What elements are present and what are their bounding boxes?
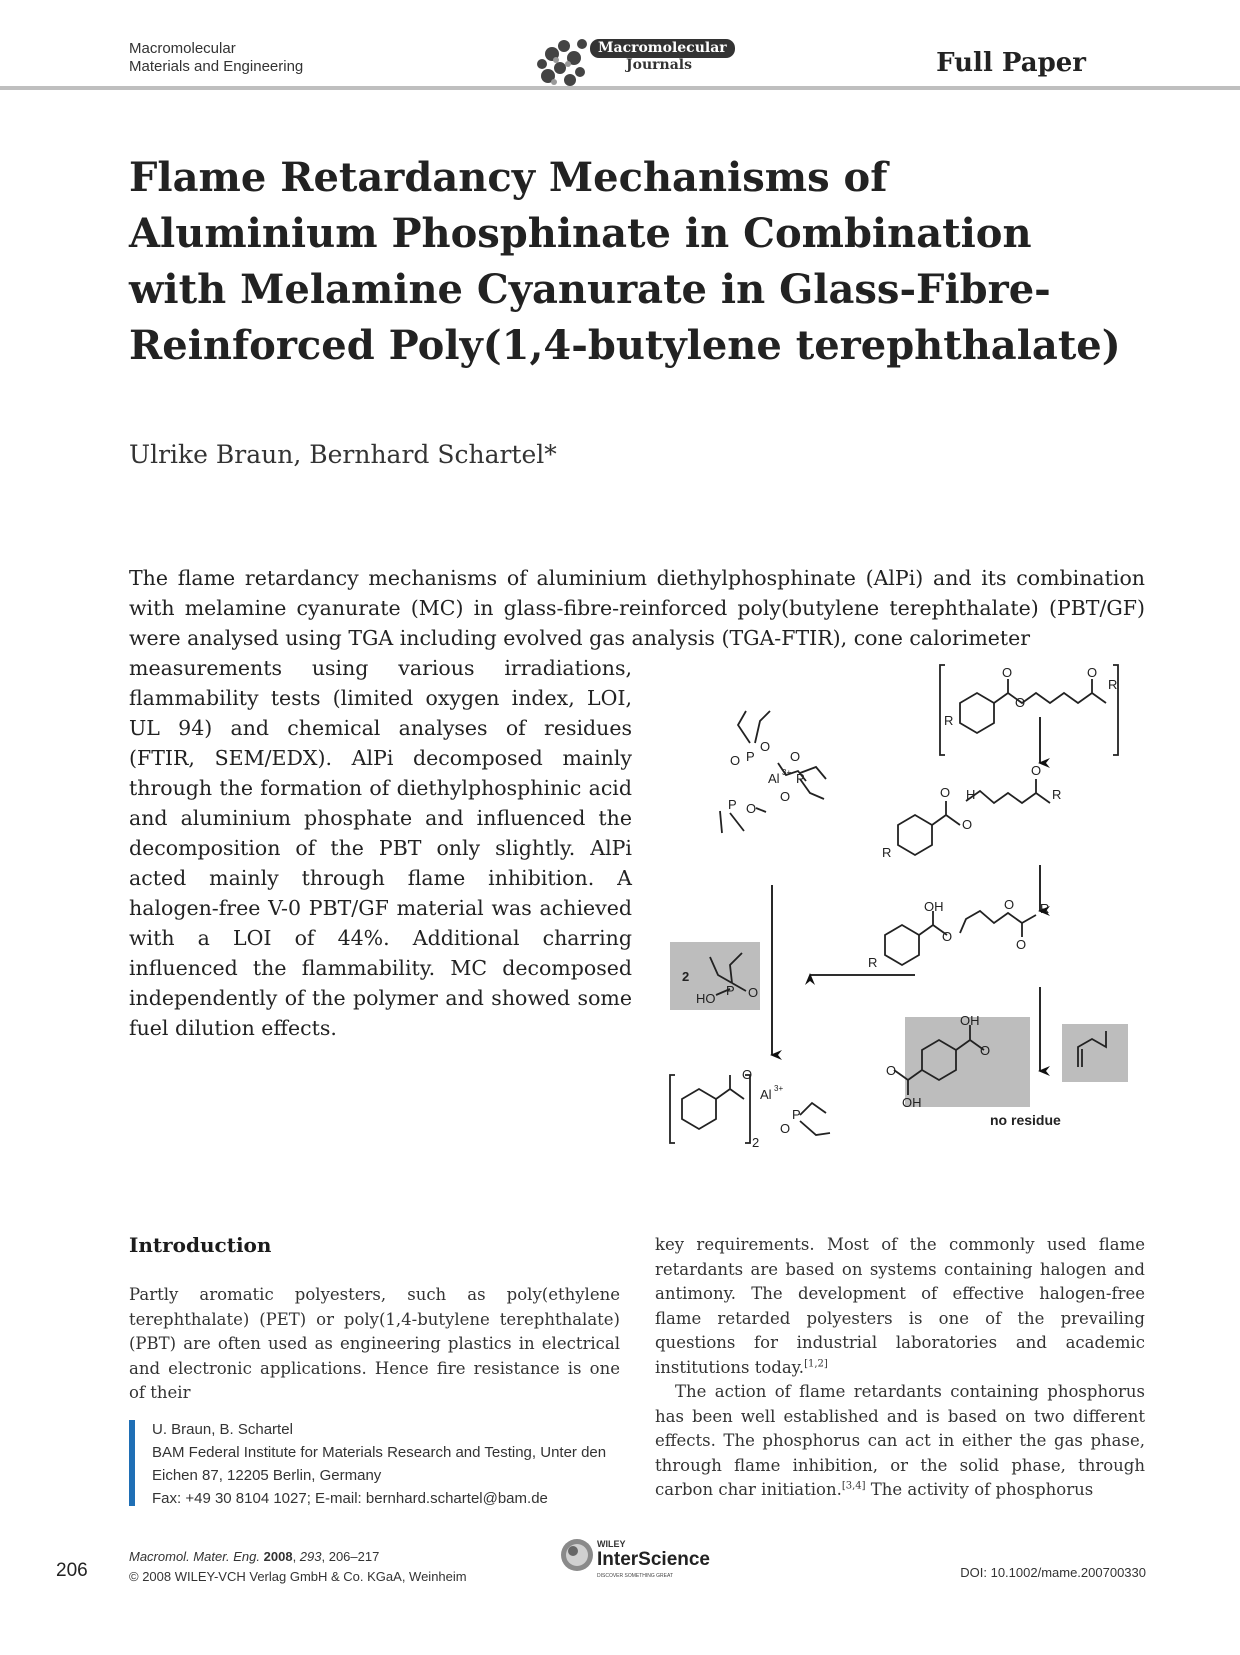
- article-type: Full Paper: [936, 48, 1086, 78]
- affiliation-institute: BAM Federal Institute for Materials Research and Testing, Unter den Eichen 87, 12205 Berlin, Germany: [152, 1444, 607, 1484]
- butadiene-box: [1062, 1024, 1128, 1082]
- citation-ref[interactable]: [1,2]: [804, 1358, 828, 1369]
- atom-label: O: [748, 985, 759, 1000]
- atom-label: R: [944, 713, 954, 728]
- intro-left-paragraph: Partly aromatic polyesters, such as poly(ethylene terephthalate) (PET) or poly(1,4-butylene terephthalate) (PBT) are often used as engineering plastics in electrical and electronic applications. Hence fire resistance is one of their: [129, 1285, 620, 1402]
- atom-label: R: [868, 955, 878, 970]
- atom-label: O: [1015, 695, 1026, 710]
- atom-label: O: [730, 753, 741, 768]
- coefficient: 2: [682, 969, 690, 984]
- affiliation-contact: Fax: +49 30 8104 1027; E-mail: bernhard.schartel@bam.de: [152, 1490, 548, 1507]
- author-affiliation: [152, 1418, 632, 1510]
- citation-line: Macromol. Mater. Eng. 2008, 293, 206–217: [129, 1549, 380, 1564]
- citation-footer: [129, 1547, 467, 1587]
- wiley-interscience-logo: [555, 1533, 745, 1583]
- citation-journal: Macromol. Mater. Eng.: [129, 1549, 261, 1564]
- macromolecular-journals-logo: [530, 24, 727, 94]
- affiliation-accent-bar: [129, 1420, 135, 1506]
- atom-label: Al: [760, 1087, 772, 1102]
- paragraph-text: The action of flame retardants containing phosphorus has been well established and is based on two different effects. The phosphorus can act in either the gas phase, through flame inhibition, or the solid phase, through carbon char initiation.: [655, 1382, 1145, 1499]
- atom-label: OH: [960, 1013, 980, 1028]
- atom-label: OH: [902, 1095, 922, 1110]
- citation-pages: , 206–217: [321, 1549, 380, 1564]
- intermediate-atoms: [882, 763, 1061, 860]
- atom-label: O: [1002, 665, 1013, 680]
- atom-charge: 3+: [782, 768, 792, 777]
- logo-text-line2: Journals: [626, 57, 692, 73]
- atom-label: P: [726, 983, 735, 998]
- atom-label: O: [1004, 897, 1015, 912]
- atom-label: O: [790, 749, 801, 764]
- intro-right-column: [655, 1233, 1145, 1503]
- atom-label: OH: [924, 899, 944, 914]
- atom-label: O: [1087, 665, 1098, 680]
- atom-label: O: [742, 1067, 753, 1082]
- atom-label: R: [1040, 901, 1050, 916]
- graphical-abstract-scheme: [660, 665, 1140, 1210]
- page-number: 206: [56, 1560, 88, 1581]
- atom-label: O: [780, 1121, 791, 1136]
- intro-right-paragraph-1: [655, 1233, 1145, 1380]
- logo-text-line1: Macromolecular: [590, 39, 735, 58]
- atom-label: H: [966, 787, 976, 802]
- atom-label: P: [728, 797, 737, 812]
- paragraph-text: key requirements. Most of the commonly used flame retardants are based on systems containing halogen and antimony. The development of effective halogen-free flame retarded polyesters is one of the prevailing questions for industrial laboratories and academic institutions today.: [655, 1235, 1145, 1377]
- atom-label: O: [942, 929, 953, 944]
- publisher-small: WILEY: [597, 1539, 626, 1549]
- citation-volume: 293: [299, 1549, 322, 1564]
- atom-label: O: [886, 1063, 897, 1078]
- citation-year: 2008: [263, 1549, 293, 1564]
- atom-label: O: [746, 801, 757, 816]
- abstract-column-text: measurements using various irradiations, flammability tests (limited oxygen index, LOI, UL 94) and chemical analyses of residues (FTIR, SEM/EDX). AlPi decomposed mainly through the formation of diethylphosphinic acid and aluminium phosphate and influenced the decomposition of the PBT only slightly. AlPi acted mainly through flame inhibition. A halogen-free V-0 PBT/GF material was achieved with a LOI of 44%. Additional charring influenced the flammability. MC decomposed independently of the polymer and showed some fuel dilution effects.: [129, 656, 632, 1040]
- atom-label: O: [760, 739, 771, 754]
- atom-label: R: [1052, 787, 1062, 802]
- atom-label: R: [882, 845, 892, 860]
- atom-label: P: [796, 771, 805, 786]
- atom-label: O: [1031, 763, 1042, 778]
- journal-name-line1: Macromolecular: [129, 40, 236, 57]
- atom-label: O: [940, 785, 951, 800]
- publisher-tagline: DISCOVER SOMETHING GREAT: [597, 1573, 674, 1579]
- atom-charge: 3+: [774, 1084, 784, 1093]
- paragraph-text-tail: The activity of phosphorus: [865, 1480, 1094, 1499]
- atom-label: P: [792, 1107, 801, 1122]
- gray-highlight-boxes: [670, 942, 1128, 1107]
- atom-label: R: [1108, 677, 1118, 692]
- atom-label: P: [746, 749, 755, 764]
- atom-label: O: [780, 789, 791, 804]
- author-list: Ulrike Braun, Bernhard Schartel*: [129, 440, 557, 469]
- atom-label: O: [1016, 937, 1027, 952]
- atom-label: HO: [696, 991, 716, 1006]
- introduction-heading: Introduction: [129, 1233, 272, 1257]
- subscript: 2: [752, 1135, 760, 1150]
- terephthalic-acid-box: [905, 1017, 1030, 1107]
- globe-icon: [561, 1539, 593, 1571]
- publisher-name: InterScience: [597, 1549, 710, 1570]
- intro-right-paragraph-2: [655, 1380, 1145, 1503]
- no-residue-label: no residue: [990, 1112, 1061, 1128]
- journal-name-line2: Materials and Engineering: [129, 58, 304, 75]
- abstract-first-lines: The flame retardancy mechanisms of aluminium diethylphosphinate (AlPi) and its combination with melamine cyanurate (MC) in glass-fibre-reinforced poly(butylene terephthalate) (PBT/GF) were analysed using TGA including evolved gas analysis (TGA-FTIR), cone calorimeter: [129, 566, 1145, 650]
- atom-label: O: [980, 1043, 991, 1058]
- doi[interactable]: DOI: 10.1002/mame.200700330: [960, 1565, 1146, 1580]
- header-rule: [0, 86, 1240, 90]
- journal-name: [129, 40, 303, 76]
- copyright-line: © 2008 WILEY-VCH Verlag GmbH & Co. KGaA, Weinheim: [129, 1569, 467, 1584]
- paper-title: Flame Retardancy Mechanisms of Aluminium Phosphinate in Combination with Melamine Cyanurate in Glass-Fibre-Reinforced Poly(1,4-butylene terephthalate): [129, 154, 1121, 369]
- atom-label: O: [962, 817, 973, 832]
- aluminium-phosphate-residue: [670, 1067, 830, 1150]
- alpi-atoms: [728, 739, 805, 816]
- citation-ref[interactable]: [3,4]: [841, 1480, 866, 1492]
- affiliation-names: U. Braun, B. Schartel: [152, 1421, 293, 1438]
- atom-label: Al: [768, 771, 780, 786]
